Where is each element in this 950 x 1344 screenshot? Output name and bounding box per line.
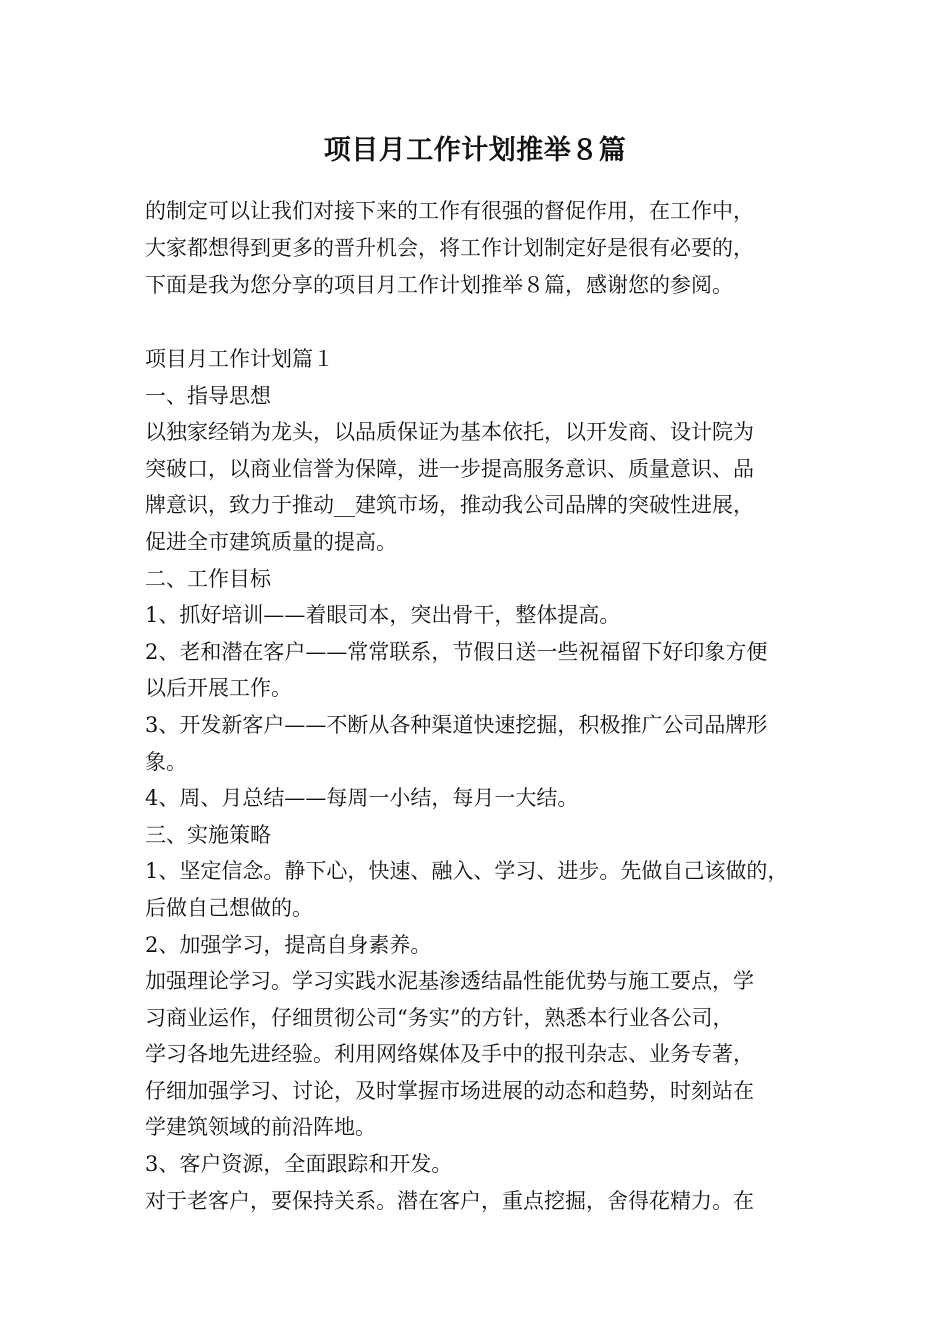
intro-line: 大家都想得到更多的晋升机会，将工作计划制定好是很有必要的， (145, 236, 754, 260)
subsection-heading: 一、指导思想 (145, 383, 271, 408)
document-title: 项目月工作计划推举８篇 (323, 135, 627, 166)
body-line: 对于老客户，要保持关系。潜在客户，重点挖掘，舍得花精力。在 (145, 1188, 754, 1213)
intro-line: 下面是我为您分享的项目月工作计划推举８篇，感谢您的参阅。 (145, 273, 733, 297)
body-line: 后做自己想做的。 (145, 895, 313, 920)
body-line: 加强理论学习。学习实践水泥基渗透结晶性能优势与施工要点，学 (145, 969, 754, 994)
body-line: 牌意识，致力于推动__建筑市场，推动我公司品牌的突破性进展， (145, 493, 754, 518)
list-item: 3、开发新客户——不断从各种渠道快速挖掘，积极推广公司品牌形 (145, 712, 768, 737)
body-line: 象。 (145, 749, 187, 774)
list-item: 1、坚定信念。静下心，快速、融入、学习、进步。先做自己该做的， (145, 859, 789, 884)
section-heading: 项目月工作计划篇１ (145, 347, 334, 371)
body-line: 学习各地先进经验。利用网络媒体及手中的报刊杂志、业务专著， (145, 1042, 754, 1067)
body-line: 促进全市建筑质量的提高。 (145, 529, 397, 554)
list-item: 4、周、月总结——每周一小结，每月一大结。 (145, 786, 579, 811)
subsection-heading: 二、工作目标 (145, 566, 271, 591)
body-line: 学建筑领域的前沿阵地。 (145, 1115, 376, 1140)
body-line: 突破口，以商业信誉为保障，进一步提高服务意识、质量意识、品 (145, 456, 754, 481)
intro-line: 的制定可以让我们对接下来的工作有很强的督促作用，在工作中， (145, 199, 754, 223)
document-body (145, 341, 835, 1219)
list-item: 2、加强学习，提高自身素养。 (145, 932, 432, 957)
intro-paragraph (145, 193, 825, 304)
body-line: 以独家经销为龙头，以品质保证为基本依托，以开发商、设计院为 (145, 420, 754, 445)
body-line: 习商业运作，仔细贯彻公司“务实”的方针，熟悉本行业各公司， (145, 1005, 734, 1030)
subsection-heading: 三、实施策略 (145, 822, 271, 847)
list-item: 2、老和潜在客户——常常联系，节假日送一些祝福留下好印象方便 (145, 639, 768, 664)
body-line: 仔细加强学习、讨论，及时掌握市场进展的动态和趋势，时刻站在 (145, 1078, 754, 1103)
list-item: 3、客户资源，全面跟踪和开发。 (145, 1152, 453, 1177)
list-item: 1、抓好培训——着眼司本，突出骨干，整体提高。 (145, 603, 621, 628)
body-line: 以后开展工作。 (145, 676, 292, 701)
